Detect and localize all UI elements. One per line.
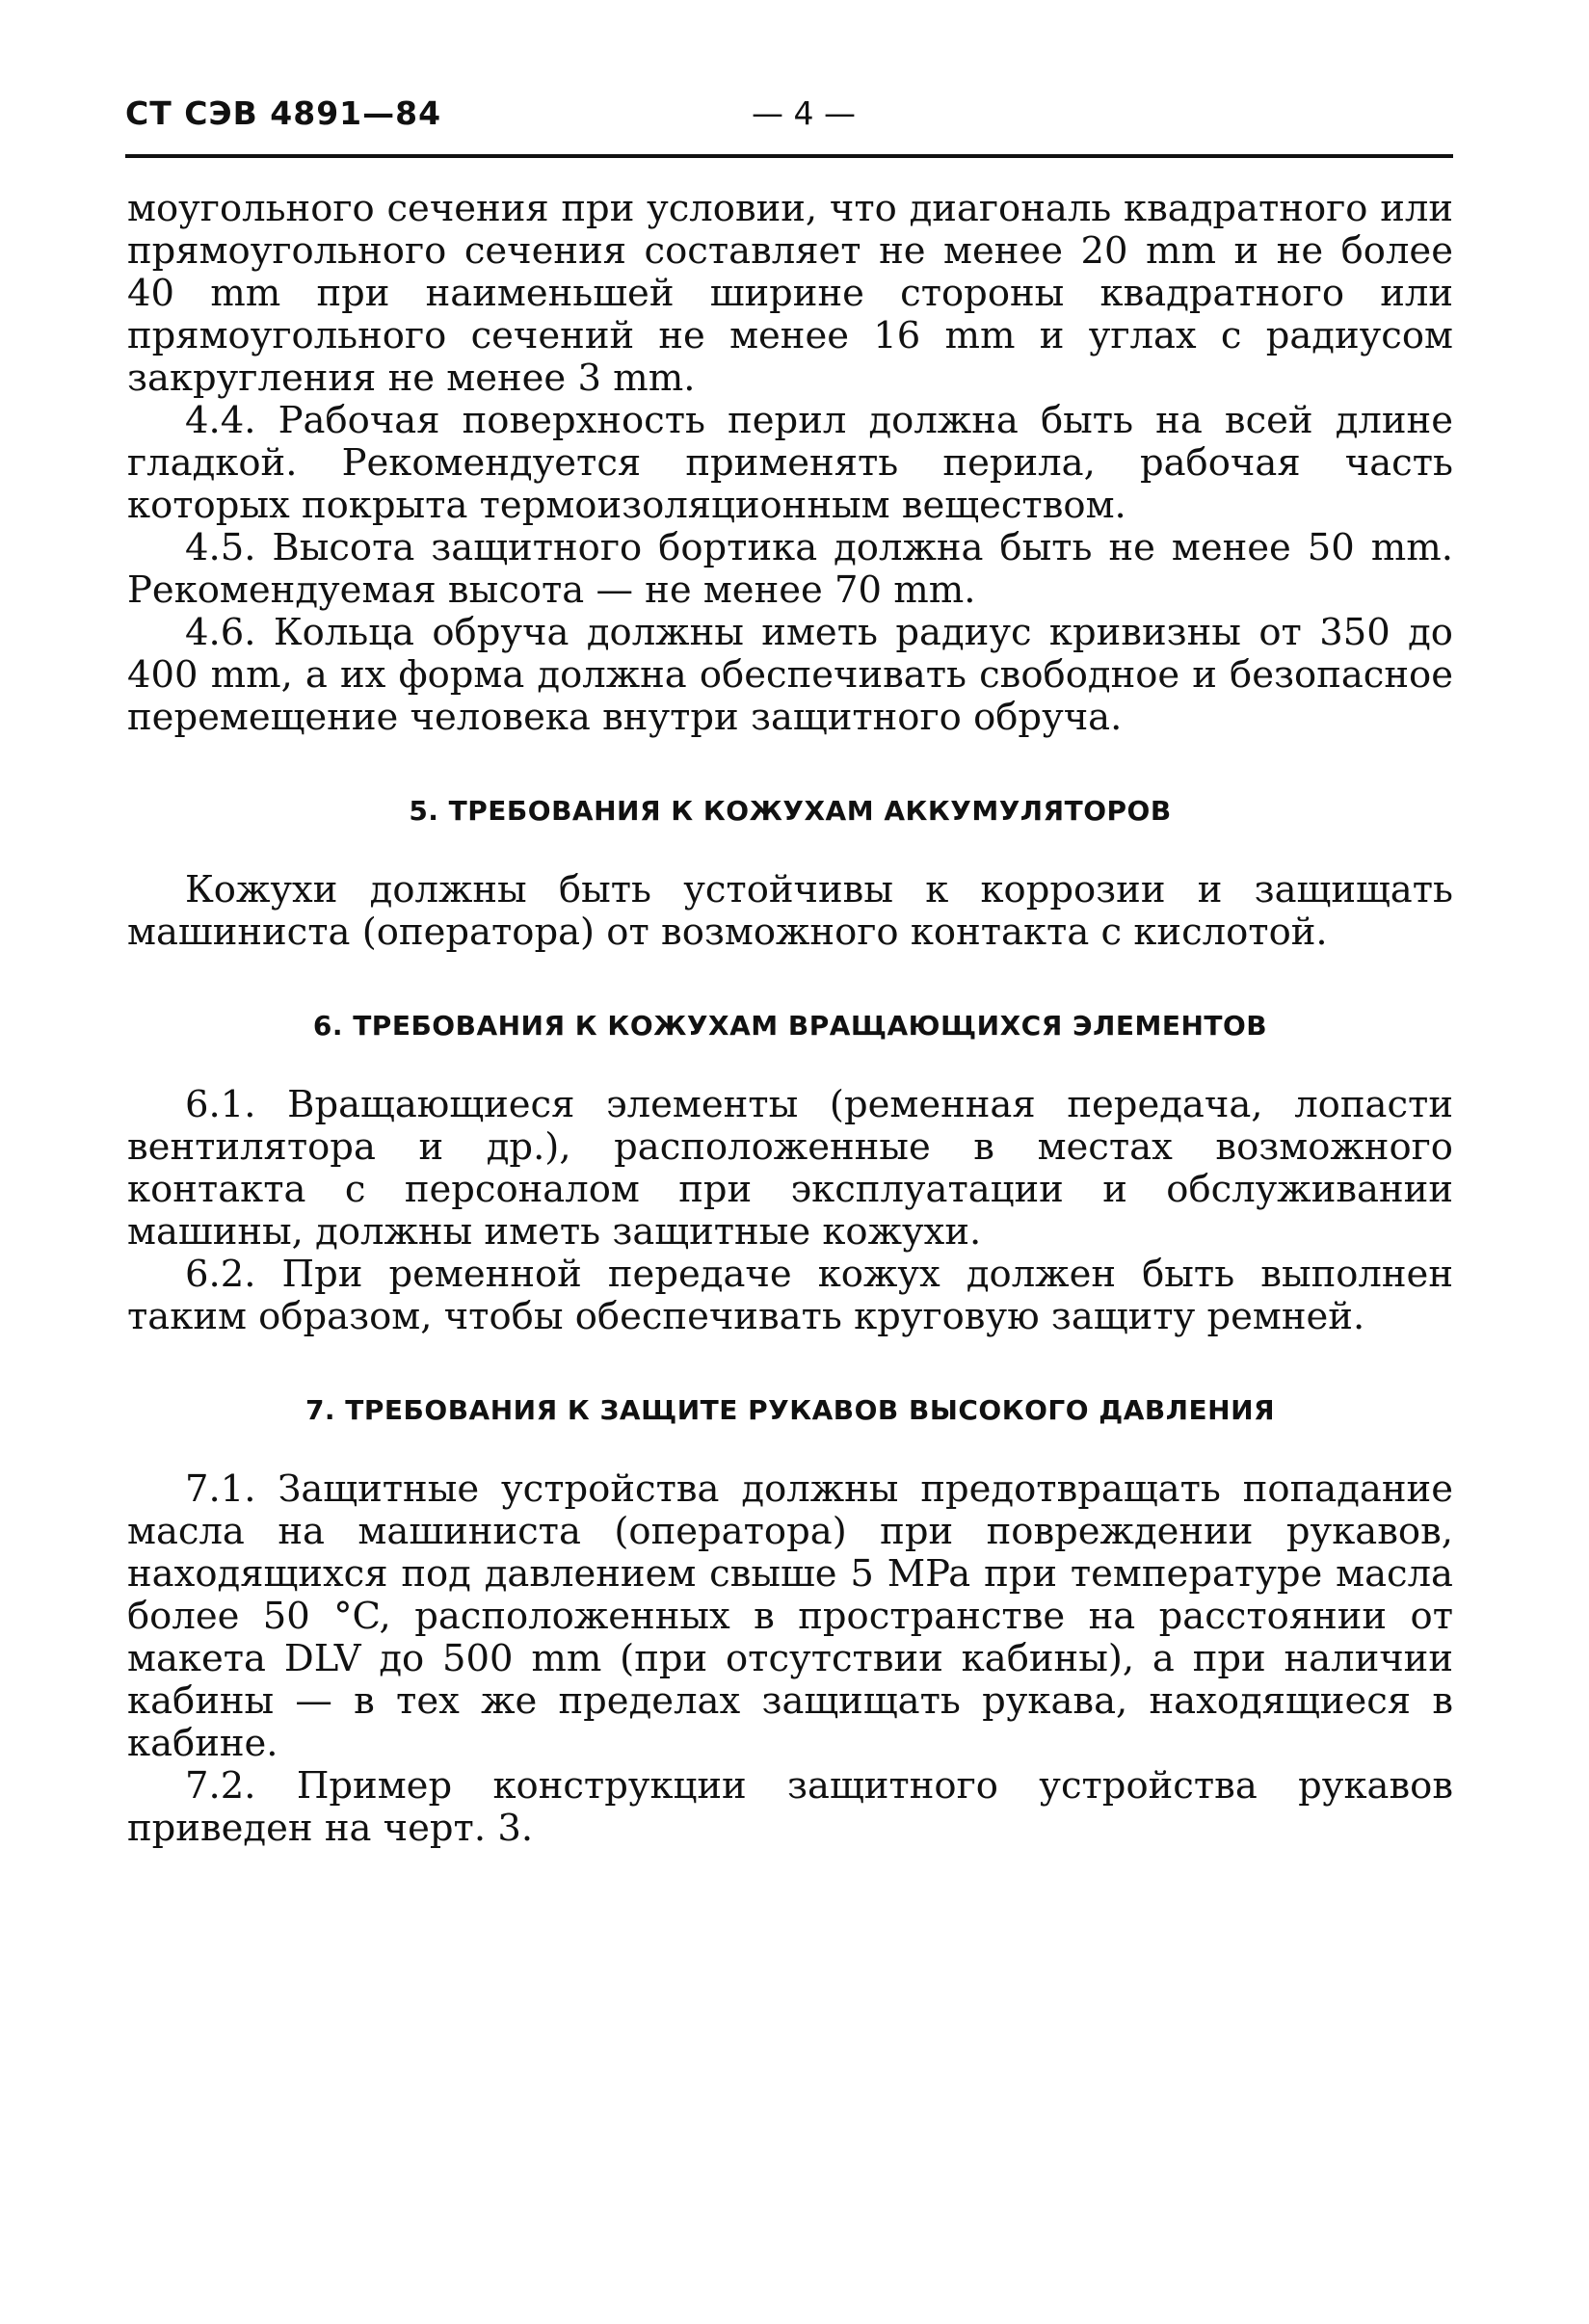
page-number: — 4 — [752,94,856,132]
spacer [127,739,1453,792]
spacer [127,1430,1453,1468]
paragraph-6-2: 6.2. При ременной передаче кожух должен быть выполнен таким образом, чтобы обеспечивать круговую защиту ремней. [127,1253,1453,1338]
paragraph-7-2: 7.2. Пример конструкции защитного устройства рукавов приведен на черт. 3. [127,1764,1453,1850]
document-body [127,188,1453,1850]
paragraph-5: Кожухи должны быть устойчивы к коррозии и защищать машиниста (оператора) от возможного контакта с кислотой. [127,868,1453,954]
header-rule [125,154,1453,158]
paragraph-continuation: моугольного сечения при условии, что диагональ квадратного или прямоугольного сечения составляет не менее 20 mm и не более 40 mm при наименьшей ширине стороны квадратного или прямоугольного сечений не менее 16 mm и углах с радиусом закругления не менее 3 mm. [127,187,1453,400]
paragraph-4-5: 4.5. Высота защитного бортика должна быть не менее 50 mm. Рекомендуемая высота — не менее 70 mm. [127,526,1453,612]
paragraph-4-4: 4.4. Рабочая поверхность перил должна быть на всей длине гладкой. Рекомендуется применять перила, рабочая часть которых покрыта термоизоляционным веществом. [127,399,1453,527]
spacer [127,1338,1453,1391]
spacer [127,954,1453,1007]
paragraph-6-1: 6.1. Вращающиеся элементы (ременная передача, лопасти вентилятора и др.), расположенные в местах возможного контакта с персоналом при эксплуатации и обслуживании машины, должны иметь защитные кожухи. [127,1083,1453,1254]
section-heading-7: 7. ТРЕБОВАНИЯ К ЗАЩИТЕ РУКАВОВ ВЫСОКОГО ДАВЛЕНИЯ [305,1394,1276,1426]
section-heading-6: 6. ТРЕБОВАНИЯ К КОЖУХАМ ВРАЩАЮЩИХСЯ ЭЛЕМЕНТОВ [312,1010,1268,1042]
paragraph-4-6: 4.6. Кольца обруча должны иметь радиус кривизны от 350 до 400 mm, а их форма должна обеспечивать свободное и безопасное перемещение человека внутри защитного обруча. [127,611,1453,739]
page-header [125,94,1455,143]
standard-code: СТ СЭВ 4891—84 [125,94,442,132]
spacer [127,831,1453,869]
section-heading-5: 5. ТРЕБОВАНИЯ К КОЖУХАМ АККУМУЛЯТОРОВ [409,795,1172,827]
spacer [127,1045,1453,1084]
paragraph-7-1: 7.1. Защитные устройства должны предотвращать попадание масла на машиниста (оператора) при повреждении рукавов, находящихся под давлением свыше 5 MPa при температуре масла более 50 °C, расположенных в пространстве на расстоянии от макета DLV до 500 mm (при отсутствии кабины), а при наличии кабины — в тех же пределах защищать рукава, находящиеся в кабине. [127,1467,1453,1765]
